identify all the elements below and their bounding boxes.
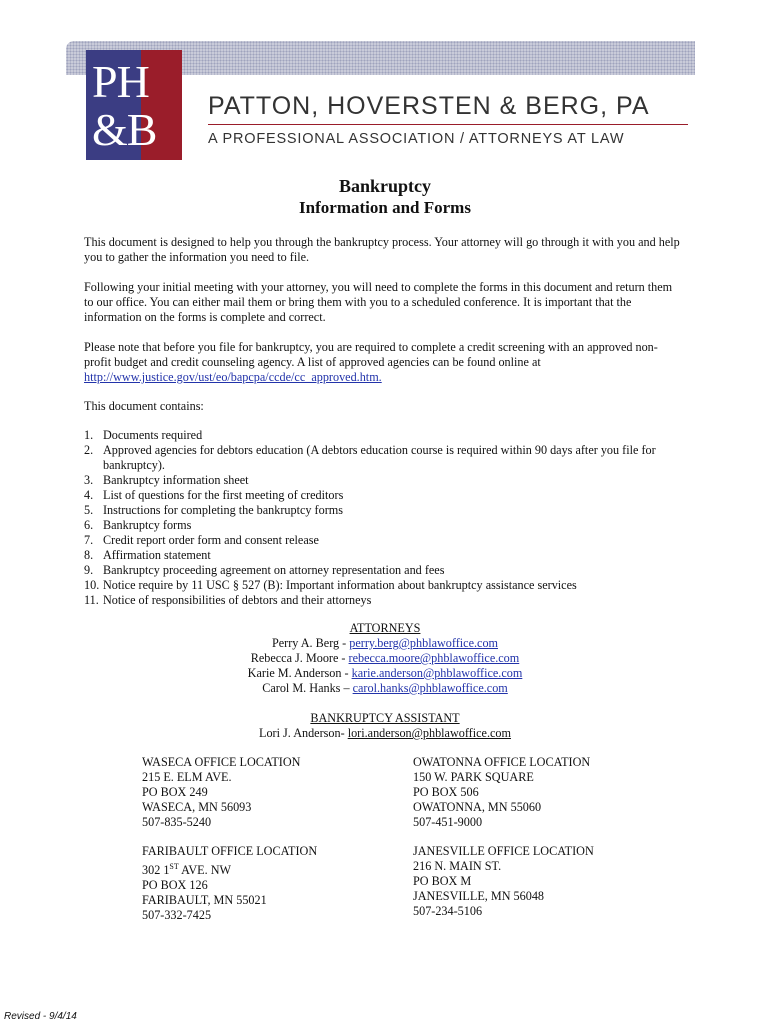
list-item [84, 428, 684, 443]
office-po-box: PO BOX 506 [413, 785, 479, 799]
office-street: 150 W. PARK SQUARE [413, 770, 534, 784]
assistant-section [0, 711, 770, 741]
office-janesville [413, 844, 594, 919]
list-item-number: 2. [84, 443, 94, 457]
office-po-box: PO BOX 249 [142, 785, 208, 799]
intro-paragraph-2: Following your initial meeting with your attorney, you will need to complete the forms in this document and return them to our office. You can either mail them or bring them with you to a scheduled conference. It is important that the information on the forms is complete and correct. [84, 280, 673, 324]
list-item [84, 443, 684, 473]
office-owatonna [413, 755, 590, 830]
office-street: 216 N. MAIN ST. [413, 859, 502, 873]
attorneys-section [0, 621, 770, 696]
list-item-text: Instructions for completing the bankruptcy forms [103, 503, 343, 517]
list-item-text: Notice require by 11 USC § 527 (B): Important information about bankruptcy assistance services [103, 578, 577, 592]
attorney-name: Rebecca J. Moore - [250, 651, 349, 665]
list-item-number: 11. [84, 593, 99, 607]
office-po-box: PO BOX 126 [142, 878, 208, 893]
attorney-row [0, 636, 770, 651]
list-item-number: 1. [84, 428, 94, 442]
office-phone: 507-234-5106 [413, 904, 483, 918]
logo-line-1: PH [92, 56, 149, 107]
attorneys-heading: ATTORNEYS [349, 621, 421, 635]
list-item-text: Documents required [103, 428, 203, 442]
attorney-row [0, 666, 770, 681]
office-phone: 507-332-7425 [142, 908, 212, 923]
attorney-email-link[interactable]: perry.berg@phblawoffice.com [349, 636, 499, 650]
office-phone: 507-835-5240 [142, 815, 212, 829]
list-item-text: Affirmation statement [103, 548, 211, 562]
attorney-email-link[interactable]: carol.hanks@phblawoffice.com [352, 681, 508, 695]
assistant-row [0, 726, 770, 741]
assistant-name: Lori J. Anderson- [259, 726, 348, 740]
office-city: OWATONNA, MN 55060 [413, 800, 542, 814]
attorney-name: Perry A. Berg - [271, 636, 350, 650]
assistant-heading: BANKRUPTCY ASSISTANT [310, 711, 460, 725]
document-subtitle: Information and Forms [299, 198, 471, 217]
list-item-text: Bankruptcy proceeding agreement on attorney representation and fees [103, 563, 445, 577]
firm-logo [86, 50, 182, 160]
list-item [84, 593, 684, 608]
firm-divider [208, 124, 688, 125]
document-title: Bankruptcy [338, 176, 432, 196]
list-item [84, 563, 684, 578]
intro-paragraph-1: This document is designed to help you through the bankruptcy process. Your attorney will go through it with you and help you to gather the information you need to file. [84, 235, 680, 264]
list-item-number: 8. [84, 548, 94, 562]
office-faribault [142, 844, 317, 923]
office-heading: WASECA OFFICE LOCATION [142, 755, 301, 769]
list-item [84, 503, 684, 518]
office-city: JANESVILLE, MN 56048 [413, 889, 545, 903]
list-item-number: 9. [84, 563, 94, 577]
approved-agencies-link[interactable]: http://www.justice.gov/ust/eo/bapcpa/ccde/cc_approved.htm. [84, 370, 382, 384]
office-waseca [142, 755, 300, 830]
list-item-number: 3. [84, 473, 94, 487]
contents-list [84, 428, 684, 608]
list-item-text: Notice of responsibilities of debtors and their attorneys [103, 593, 372, 607]
logo-line-2: &B [92, 104, 157, 155]
attorney-email-link[interactable]: rebecca.moore@phblawoffice.com [348, 651, 520, 665]
list-item-number: 7. [84, 533, 94, 547]
office-city: FARIBAULT, MN 55021 [142, 893, 267, 908]
list-item [84, 518, 684, 533]
attorney-name: Carol M. Hanks – [262, 681, 353, 695]
office-po-box: PO BOX M [413, 874, 472, 888]
office-street [142, 859, 317, 878]
office-street-number: 302 1 [142, 863, 170, 878]
attorney-row [0, 651, 770, 666]
revision-note: Revised - 9/4/14 [4, 1011, 77, 1022]
list-item [84, 548, 684, 563]
office-phone: 507-451-9000 [413, 815, 483, 829]
list-item [84, 578, 684, 593]
office-heading: OWATONNA OFFICE LOCATION [413, 755, 591, 769]
office-city: WASECA, MN 56093 [142, 800, 252, 814]
intro-paragraph-3 [84, 340, 684, 385]
office-heading: FARIBAULT OFFICE LOCATION [142, 844, 318, 858]
assistant-email-link[interactable]: lori.anderson@phblawoffice.com [347, 726, 511, 740]
list-item [84, 488, 684, 503]
office-street: 215 E. ELM AVE. [142, 770, 232, 784]
list-item-number: 5. [84, 503, 94, 517]
list-item-number: 6. [84, 518, 94, 532]
list-item [84, 533, 684, 548]
firm-subtitle: A PROFESSIONAL ASSOCIATION / ATTORNEYS AT LAW [208, 131, 625, 147]
list-item-number: 4. [84, 488, 94, 502]
list-item-text: List of questions for the first meeting of creditors [103, 488, 344, 502]
list-item-text: Approved agencies for debtors education (A debtors education course is required within 90 days after you file for bankruptcy). [103, 443, 656, 472]
credit-counseling-text: Please note that before you file for bankruptcy, you are required to complete a credit screening with an approved non-profit budget and credit counseling agency. A list of approved agencies can be found online at [84, 340, 658, 369]
list-item-text: Bankruptcy information sheet [103, 473, 249, 487]
logo-text [86, 50, 182, 160]
attorney-row [0, 681, 770, 696]
contains-label: This document contains: [84, 399, 204, 413]
office-street-rest: AVE. NW [178, 863, 232, 878]
office-street-superscript: ST [169, 862, 179, 871]
list-item [84, 473, 684, 488]
list-item-number: 10. [84, 578, 100, 592]
office-heading: JANESVILLE OFFICE LOCATION [413, 844, 594, 858]
list-item-text: Bankruptcy forms [103, 518, 192, 532]
attorney-name: Karie M. Anderson - [247, 666, 352, 680]
firm-name: PATTON, HOVERSTEN & BERG, PA [208, 92, 650, 120]
attorney-email-link[interactable]: karie.anderson@phblawoffice.com [351, 666, 523, 680]
list-item-text: Credit report order form and consent release [103, 533, 319, 547]
